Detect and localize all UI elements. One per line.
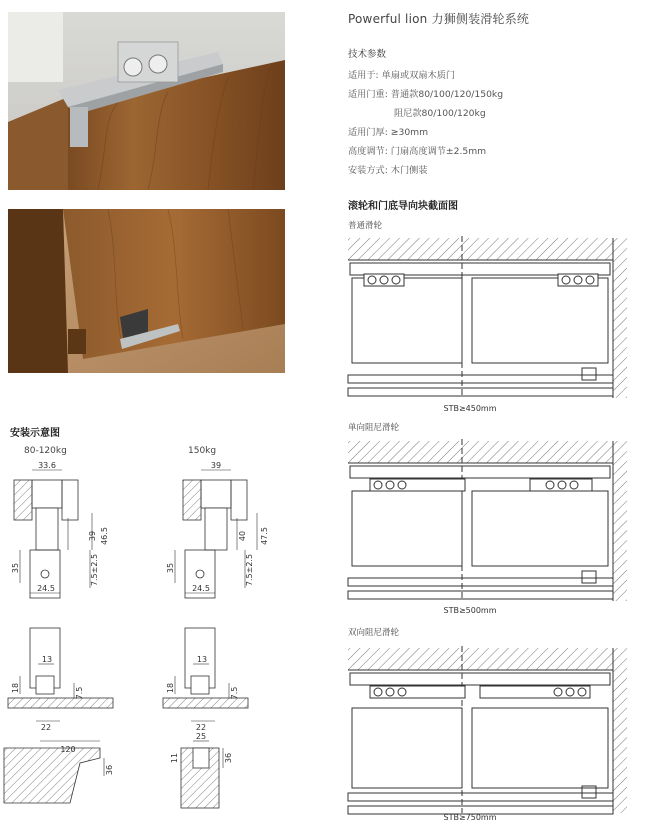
specs-heading: 技术参数 [348,49,387,60]
dimension-label: 39 [88,530,97,542]
dimension-label: 22 [40,723,52,732]
dimension-label: 25 [195,732,207,741]
dimension-label: 18 [166,682,175,694]
dimension-label: 35 [11,562,20,574]
page-title: Powerful lion 力狮侧装滑轮系统 [348,12,530,26]
section-label-standard: 普通滑轮 [348,221,383,231]
spec-row: 适用于: 单扇或双扇木质门 [348,70,456,81]
section-drawing-standard [348,236,627,398]
dimension-label: 13 [41,655,53,664]
product-photo-bottom [8,209,285,373]
sections-heading: 滚轮和门底导向块截面图 [348,201,458,212]
stb-label-single-damper: STB≥500mm [443,606,497,615]
spec-row: 适用门厚: ≥30mm [348,127,429,138]
product-photo-top [8,12,285,190]
install-label-left: 80-120kg [24,446,67,456]
dimension-label: 22 [195,723,207,732]
stb-label-standard: STB≥450mm [443,404,497,413]
dimension-label: 7.5 [230,686,239,700]
dimension-label: 7.5±2.5 [245,553,254,587]
specs-list [348,66,503,180]
dimension-label: 24.5 [37,584,55,593]
dimension-label: 36 [224,752,233,764]
dimension-label: 40 [238,530,247,542]
dimension-label: 39 [210,461,222,470]
dimension-label: 18 [11,682,20,694]
section-drawing-double-damper [348,646,627,814]
section-drawing-single-damper [348,439,627,601]
dimension-label: 36 [105,764,114,776]
section-drawings [340,228,630,828]
spec-row: 适用门重: 普通款80/100/120/150kg [348,89,504,100]
dimension-label: 46.5 [100,527,109,545]
dimension-label: 24.5 [192,584,210,593]
spec-row: 阻尼款80/100/120kg [394,108,486,119]
spec-row: 高度调节: 门扇高度调节±2.5mm [348,146,487,157]
dimension-label: 33.6 [38,461,56,470]
stb-label-double-damper: STB≥750mm [443,813,497,822]
dimension-label: 35 [166,562,175,574]
dimension-label: 47.5 [260,527,269,545]
section-label-double-damper: 双向阻尼滑轮 [348,628,400,638]
section-label-single-damper: 单向阻尼滑轮 [348,423,400,433]
install-drawing-right [155,458,285,828]
dimension-label: 11 [170,752,179,764]
dimension-label: 13 [196,655,208,664]
install-drawing-left [0,458,150,828]
install-heading: 安装示意图 [10,428,60,439]
dimension-label: 120 [60,745,76,754]
dimension-label: 7.5 [75,686,84,700]
install-label-right: 150kg [188,446,217,456]
spec-row: 安装方式: 木门侧装 [348,165,428,176]
dimension-label: 7.5±2.5 [90,553,99,587]
